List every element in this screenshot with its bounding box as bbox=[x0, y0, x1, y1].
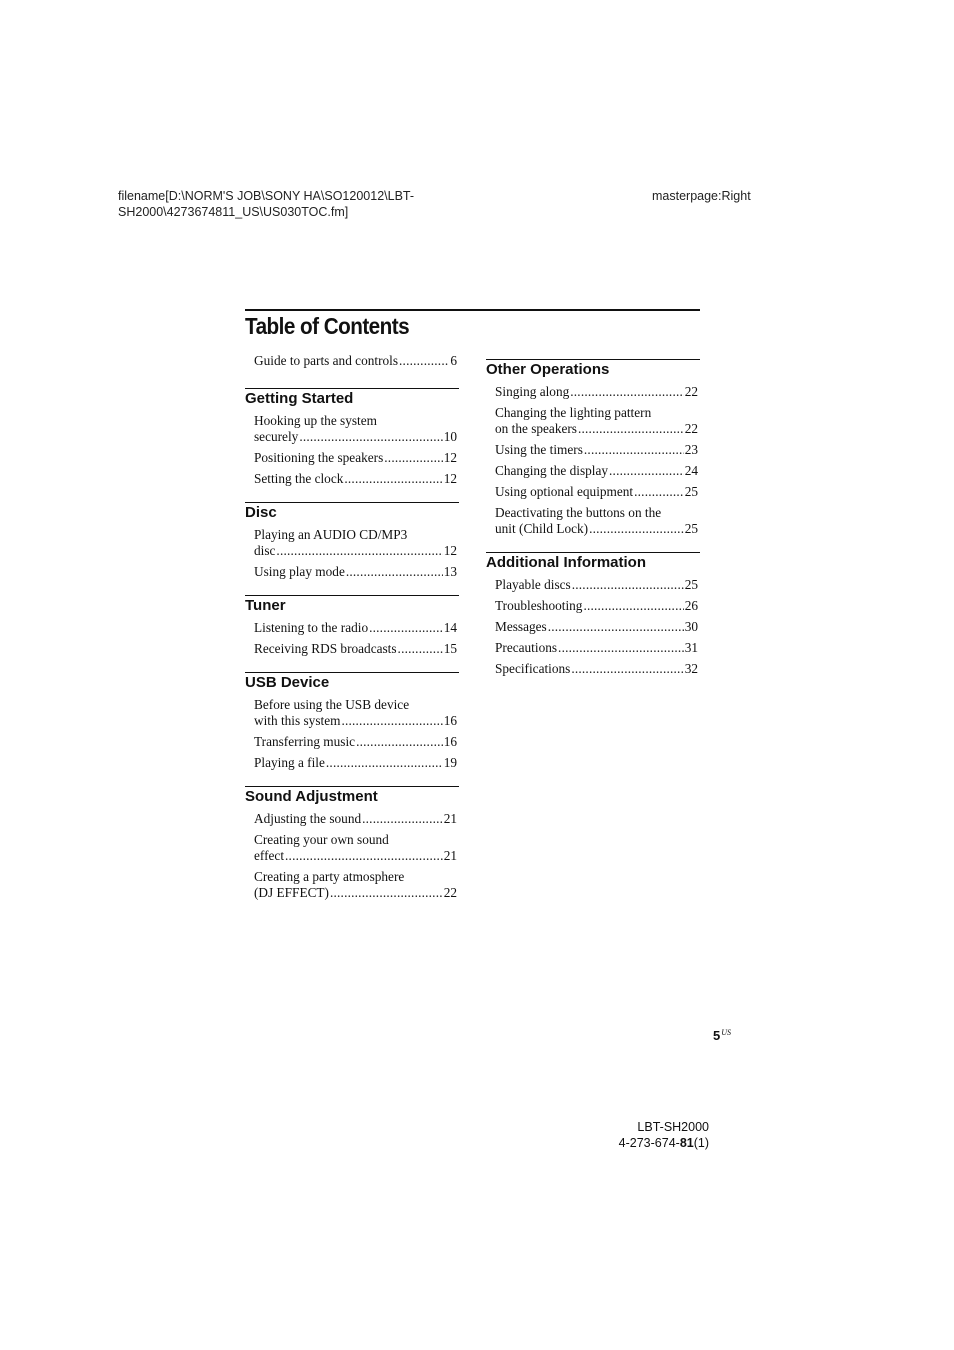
toc-entry-page: 14 bbox=[443, 620, 457, 635]
toc-entry-leader-line bbox=[495, 619, 698, 635]
dot-leader bbox=[548, 619, 684, 635]
section-entries bbox=[245, 620, 457, 657]
toc-entry[interactable] bbox=[495, 661, 698, 677]
dot-leader bbox=[276, 543, 442, 559]
toc-section bbox=[245, 786, 459, 901]
dot-leader bbox=[584, 442, 684, 458]
toc-entry-page: 16 bbox=[443, 734, 457, 749]
page-number-suffix: US bbox=[721, 1028, 732, 1037]
toc-entry[interactable] bbox=[495, 384, 698, 400]
dot-leader bbox=[634, 484, 684, 500]
dot-leader bbox=[589, 521, 684, 537]
section-entries bbox=[245, 413, 457, 487]
toc-entry-title: Using the timers bbox=[495, 442, 583, 457]
toc-right-column bbox=[486, 359, 700, 682]
section-entries bbox=[486, 384, 698, 537]
dot-leader bbox=[369, 620, 443, 636]
toc-entry[interactable] bbox=[254, 527, 457, 559]
toc-entry-page: 25 bbox=[684, 577, 698, 592]
header-masterpage: masterpage:Right bbox=[652, 189, 751, 203]
toc-entry-page: 6 bbox=[450, 353, 457, 368]
section-heading[interactable]: Sound Adjustment bbox=[245, 786, 459, 806]
toc-entry-leader-line bbox=[254, 429, 457, 445]
section-entries bbox=[245, 811, 457, 901]
toc-entry[interactable] bbox=[495, 484, 698, 500]
toc-section bbox=[245, 502, 459, 580]
toc-entry-page: 21 bbox=[443, 848, 457, 863]
toc-entry-title: Troubleshooting bbox=[495, 598, 583, 613]
toc-entry-title: with this system bbox=[254, 713, 341, 728]
section-entries bbox=[245, 527, 457, 580]
dot-leader bbox=[399, 353, 449, 369]
model-name: LBT-SH2000 bbox=[637, 1120, 709, 1134]
toc-entry[interactable] bbox=[495, 505, 698, 537]
toc-entry-title: Specifications bbox=[495, 661, 571, 676]
toc-entry[interactable] bbox=[254, 450, 457, 466]
toc-entry-title-line1: Hooking up the system bbox=[254, 413, 377, 428]
toc-entry[interactable] bbox=[254, 734, 457, 750]
toc-entry-title: Setting the clock bbox=[254, 471, 344, 486]
toc-entry-title-line1: Deactivating the buttons on the bbox=[495, 505, 662, 520]
dot-leader bbox=[558, 640, 684, 656]
toc-entry[interactable] bbox=[254, 832, 457, 864]
toc-entry-leader-line bbox=[254, 564, 457, 580]
toc-entry-page: 22 bbox=[684, 421, 698, 436]
model-info bbox=[600, 1119, 709, 1151]
section-heading[interactable]: Disc bbox=[245, 502, 459, 522]
toc-entry[interactable] bbox=[254, 869, 457, 901]
toc-entry-leader-line bbox=[495, 521, 698, 537]
dot-leader bbox=[572, 577, 684, 593]
toc-entry-leader-line bbox=[495, 661, 698, 677]
toc-section bbox=[245, 672, 459, 771]
section-entries bbox=[486, 577, 698, 677]
model-code bbox=[600, 1135, 709, 1151]
toc-entry-title: Changing the display bbox=[495, 463, 609, 478]
toc-entry-leader-line bbox=[254, 755, 457, 771]
toc-entry-page: 12 bbox=[443, 543, 457, 558]
toc-entry-page: 24 bbox=[684, 463, 698, 478]
toc-entry-title-line1: Creating a party atmosphere bbox=[254, 869, 405, 884]
toc-entry-title: Transferring music bbox=[254, 734, 356, 749]
toc-entry-title: effect bbox=[254, 848, 285, 863]
toc-entry-page: 19 bbox=[443, 755, 457, 770]
toc-entry-title-line1: Before using the USB device bbox=[254, 697, 410, 712]
toc-entry-title: Listening to the radio bbox=[254, 620, 369, 635]
dot-leader bbox=[384, 450, 442, 466]
section-heading[interactable]: Tuner bbox=[245, 595, 459, 615]
toc-entry-page: 15 bbox=[443, 641, 457, 656]
toc-entry[interactable] bbox=[495, 463, 698, 479]
toc-entry-page: 23 bbox=[684, 442, 698, 457]
dot-leader bbox=[571, 661, 683, 677]
toc-entry[interactable] bbox=[495, 640, 698, 656]
dot-leader bbox=[362, 811, 443, 827]
toc-intro-entries bbox=[245, 353, 457, 369]
toc-entry-title: Singing along bbox=[495, 384, 570, 399]
toc-entry[interactable] bbox=[254, 755, 457, 771]
toc-entry-page: 22 bbox=[684, 384, 698, 399]
toc-entry-title-line1: Playing an AUDIO CD/MP3 bbox=[254, 527, 408, 542]
page-title: Table of Contents bbox=[245, 313, 410, 339]
toc-entry-title: Using optional equipment bbox=[495, 484, 634, 499]
toc-section bbox=[486, 552, 700, 677]
toc-entry[interactable] bbox=[254, 641, 457, 657]
dot-leader bbox=[341, 713, 442, 729]
toc-entry-leader-line bbox=[254, 450, 457, 466]
toc-entry-leader-line bbox=[254, 885, 457, 901]
toc-entry-title: Playable discs bbox=[495, 577, 571, 592]
toc-entry-leader-line bbox=[254, 713, 457, 729]
toc-entry-leader-line bbox=[495, 384, 698, 400]
toc-entry-page: 32 bbox=[684, 661, 698, 676]
toc-entry[interactable] bbox=[495, 405, 698, 437]
toc-entry-title-line1: Changing the lighting pattern bbox=[495, 405, 652, 420]
toc-entry[interactable] bbox=[254, 811, 457, 827]
dot-leader bbox=[330, 885, 443, 901]
dot-leader bbox=[578, 421, 684, 437]
toc-entry-page: 16 bbox=[443, 713, 457, 728]
toc-entry-leader-line bbox=[254, 620, 457, 636]
toc-entry-title: (DJ EFFECT) bbox=[254, 885, 329, 900]
toc-entry-title: Precautions bbox=[495, 640, 558, 655]
toc-entry-page: 30 bbox=[684, 619, 698, 634]
toc-entry-title: Messages bbox=[495, 619, 547, 634]
toc-entry-title: Positioning the speakers bbox=[254, 450, 384, 465]
section-heading[interactable]: Other Operations bbox=[486, 359, 700, 379]
title-rule bbox=[245, 309, 700, 311]
toc-entry[interactable] bbox=[254, 697, 457, 729]
toc-entry-leader-line bbox=[495, 640, 698, 656]
toc-entry-page: 31 bbox=[684, 640, 698, 655]
dot-leader bbox=[326, 755, 443, 771]
header-filename-line1: filename[D:\NORM'S JOB\SONY HA\SO120012\LBT- bbox=[118, 189, 415, 203]
toc-entry-leader-line bbox=[495, 484, 698, 500]
toc-entry-leader-line bbox=[495, 421, 698, 437]
toc-entry-page: 12 bbox=[443, 450, 457, 465]
toc-entry-title-line1: Creating your own sound bbox=[254, 832, 389, 847]
toc-entry-leader-line bbox=[495, 463, 698, 479]
toc-entry-page: 25 bbox=[684, 521, 698, 536]
toc-section bbox=[245, 388, 459, 487]
toc-entry-leader-line bbox=[254, 543, 457, 559]
toc-entry[interactable] bbox=[254, 353, 457, 369]
toc-section bbox=[486, 359, 700, 537]
toc-entry-title: securely bbox=[254, 429, 299, 444]
header-filename bbox=[118, 188, 448, 220]
page-number bbox=[713, 1025, 731, 1044]
dot-leader bbox=[583, 598, 683, 614]
page-number-value: 5 bbox=[713, 1028, 721, 1043]
dot-leader bbox=[570, 384, 683, 400]
toc-entry[interactable] bbox=[495, 598, 698, 614]
header-filename-line2: SH2000\4273674811_US\US030TOC.fm] bbox=[118, 205, 349, 219]
toc-entry-leader-line bbox=[495, 577, 698, 593]
toc-entry-title: on the speakers bbox=[495, 421, 577, 436]
toc-entry-page: 22 bbox=[443, 885, 457, 900]
section-entries bbox=[245, 697, 457, 771]
dot-leader bbox=[346, 564, 443, 580]
toc-entry-title: Using play mode bbox=[254, 564, 345, 579]
toc-left-column bbox=[245, 353, 459, 906]
toc-entry[interactable] bbox=[254, 413, 457, 445]
toc-entry-leader-line bbox=[254, 811, 457, 827]
dot-leader bbox=[299, 429, 442, 445]
toc-entry[interactable] bbox=[495, 577, 698, 593]
toc-entry-page: 25 bbox=[684, 484, 698, 499]
section-heading[interactable]: USB Device bbox=[245, 672, 459, 692]
toc-entry[interactable] bbox=[254, 564, 457, 580]
toc-entry-title: Guide to parts and controls bbox=[254, 353, 399, 368]
toc-entry-page: 26 bbox=[684, 598, 698, 613]
dot-leader bbox=[344, 471, 442, 487]
toc-entry-leader-line bbox=[254, 641, 457, 657]
toc-entry-leader-line bbox=[254, 848, 457, 864]
toc-entry[interactable] bbox=[254, 471, 457, 487]
section-heading[interactable]: Getting Started bbox=[245, 388, 459, 408]
toc-entry-leader-line bbox=[495, 598, 698, 614]
toc-entry-leader-line bbox=[254, 471, 457, 487]
toc-entry-title: Playing a file bbox=[254, 755, 325, 770]
model-code-suffix: (1) bbox=[693, 1136, 709, 1150]
section-heading[interactable]: Additional Information bbox=[486, 552, 700, 572]
toc-entry[interactable] bbox=[495, 442, 698, 458]
toc-entry-page: 13 bbox=[443, 564, 457, 579]
toc-entry-title: Receiving RDS broadcasts bbox=[254, 641, 397, 656]
toc-entry[interactable] bbox=[254, 620, 457, 636]
dot-leader bbox=[356, 734, 443, 750]
toc-entry[interactable] bbox=[495, 619, 698, 635]
toc-entry-leader-line bbox=[254, 353, 457, 369]
toc-entry-page: 21 bbox=[443, 811, 457, 826]
dot-leader bbox=[609, 463, 684, 479]
toc-section bbox=[245, 595, 459, 657]
toc-entry-title: Adjusting the sound bbox=[254, 811, 362, 826]
toc-entry-leader-line bbox=[254, 734, 457, 750]
model-code-bold: 81 bbox=[679, 1136, 694, 1150]
toc-entry-page: 10 bbox=[443, 429, 457, 444]
dot-leader bbox=[285, 848, 443, 864]
toc-entry-page: 12 bbox=[443, 471, 457, 486]
toc-entry-leader-line bbox=[495, 442, 698, 458]
toc-entry-title: disc bbox=[254, 543, 276, 558]
toc-entry-title: unit (Child Lock) bbox=[495, 521, 589, 536]
dot-leader bbox=[398, 641, 443, 657]
model-code-prefix: 4-273-674- bbox=[618, 1136, 680, 1150]
